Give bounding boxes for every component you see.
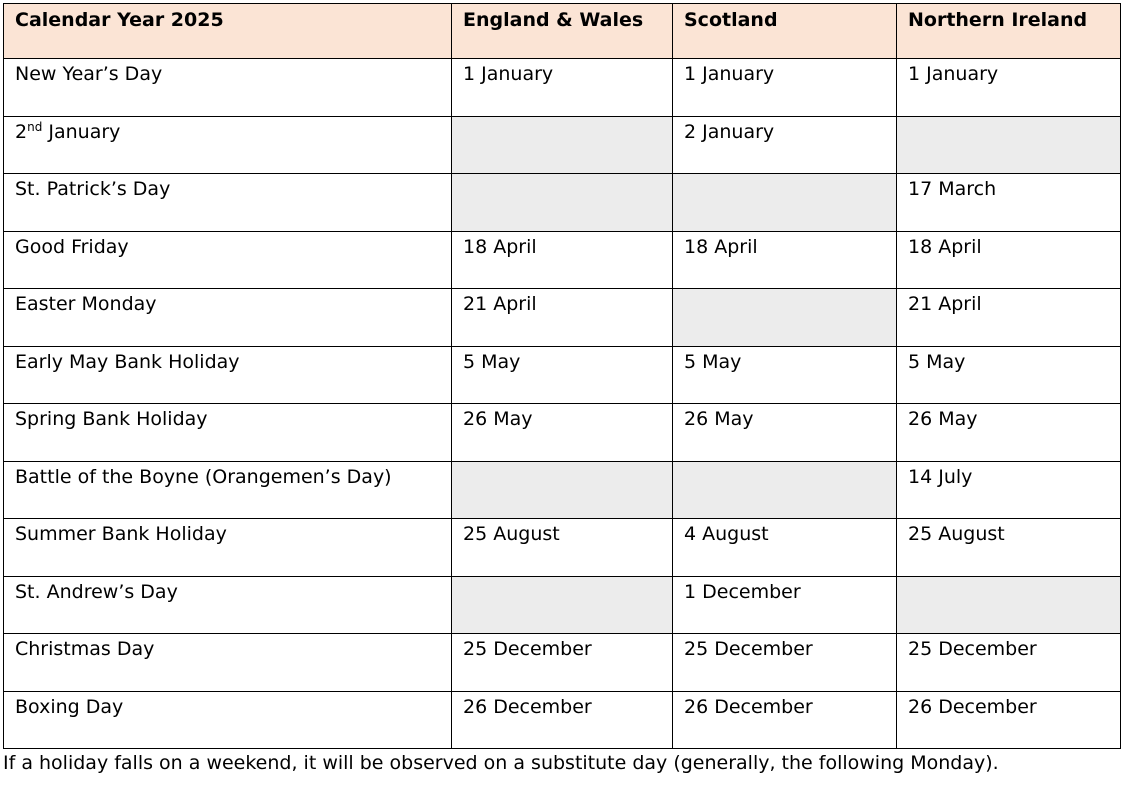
date-cell-england-wales: 21 April: [452, 289, 673, 347]
date-cell-scotland: 1 December: [673, 576, 897, 634]
date-cell-northern-ireland: 14 July: [897, 461, 1121, 519]
date-cell-england-wales: 25 August: [452, 519, 673, 577]
holiday-name-cell: [4, 116, 452, 174]
table-row: [4, 116, 1121, 174]
date-cell-northern-ireland: 25 December: [897, 634, 1121, 692]
table-row: [4, 576, 1121, 634]
table-row: [4, 289, 1121, 347]
date-cell-scotland: 26 May: [673, 404, 897, 462]
table-row: [4, 174, 1121, 232]
table-header: [4, 4, 1121, 59]
date-cell-scotland: 2 January: [673, 116, 897, 174]
date-cell-england-wales: 5 May: [452, 346, 673, 404]
date-cell-england-wales: 25 December: [452, 634, 673, 692]
date-cell-northern-ireland: 21 April: [897, 289, 1121, 347]
header-calendar-year: Calendar Year 2025: [4, 4, 452, 59]
date-cell-northern-ireland: [897, 576, 1121, 634]
table-row: [4, 59, 1121, 117]
date-cell-scotland: [673, 461, 897, 519]
date-cell-northern-ireland: 18 April: [897, 231, 1121, 289]
table-body: [4, 59, 1121, 749]
holiday-name-cell: Spring Bank Holiday: [4, 404, 452, 462]
date-cell-scotland: 18 April: [673, 231, 897, 289]
date-cell-england-wales: 18 April: [452, 231, 673, 289]
table-row: [4, 231, 1121, 289]
holiday-name-cell: Battle of the Boyne (Orangemen’s Day): [4, 461, 452, 519]
header-england-wales: England & Wales: [452, 4, 673, 59]
table-row: [4, 346, 1121, 404]
header-row: [4, 4, 1121, 59]
holiday-name-cell: Easter Monday: [4, 289, 452, 347]
date-cell-northern-ireland: 25 August: [897, 519, 1121, 577]
date-cell-england-wales: 26 May: [452, 404, 673, 462]
date-cell-northern-ireland: 5 May: [897, 346, 1121, 404]
holiday-name-cell: Good Friday: [4, 231, 452, 289]
date-cell-northern-ireland: 17 March: [897, 174, 1121, 232]
date-cell-england-wales: [452, 116, 673, 174]
ordinal-number: 2: [15, 120, 28, 143]
holiday-name-cell: Boxing Day: [4, 691, 452, 749]
table-row: [4, 691, 1121, 749]
date-cell-scotland: [673, 174, 897, 232]
holiday-name-cell: Early May Bank Holiday: [4, 346, 452, 404]
date-cell-england-wales: 1 January: [452, 59, 673, 117]
holiday-name-cell: St. Andrew’s Day: [4, 576, 452, 634]
footnote: If a holiday falls on a weekend, it will be observed on a substitute day (generally, the following Monday).: [3, 752, 999, 774]
holiday-name-cell: St. Patrick’s Day: [4, 174, 452, 232]
date-cell-scotland: [673, 289, 897, 347]
table-row: [4, 519, 1121, 577]
table-row: [4, 634, 1121, 692]
holiday-name-cell: New Year’s Day: [4, 59, 452, 117]
date-cell-england-wales: [452, 461, 673, 519]
date-cell-northern-ireland: 26 December: [897, 691, 1121, 749]
date-cell-northern-ireland: [897, 116, 1121, 174]
date-cell-scotland: 4 August: [673, 519, 897, 577]
date-cell-scotland: 25 December: [673, 634, 897, 692]
ordinal-rest: January: [42, 120, 121, 143]
holiday-table: [3, 3, 1121, 749]
date-cell-england-wales: [452, 576, 673, 634]
date-cell-northern-ireland: 26 May: [897, 404, 1121, 462]
date-cell-england-wales: 26 December: [452, 691, 673, 749]
date-cell-northern-ireland: 1 January: [897, 59, 1121, 117]
holiday-name-cell: Christmas Day: [4, 634, 452, 692]
date-cell-scotland: 26 December: [673, 691, 897, 749]
header-northern-ireland: Northern Ireland: [897, 4, 1121, 59]
date-cell-england-wales: [452, 174, 673, 232]
date-cell-scotland: 1 January: [673, 59, 897, 117]
header-scotland: Scotland: [673, 4, 897, 59]
ordinal-suffix: nd: [27, 119, 43, 134]
date-cell-scotland: 5 May: [673, 346, 897, 404]
holiday-name-cell: Summer Bank Holiday: [4, 519, 452, 577]
table-row: [4, 461, 1121, 519]
table-row: [4, 404, 1121, 462]
